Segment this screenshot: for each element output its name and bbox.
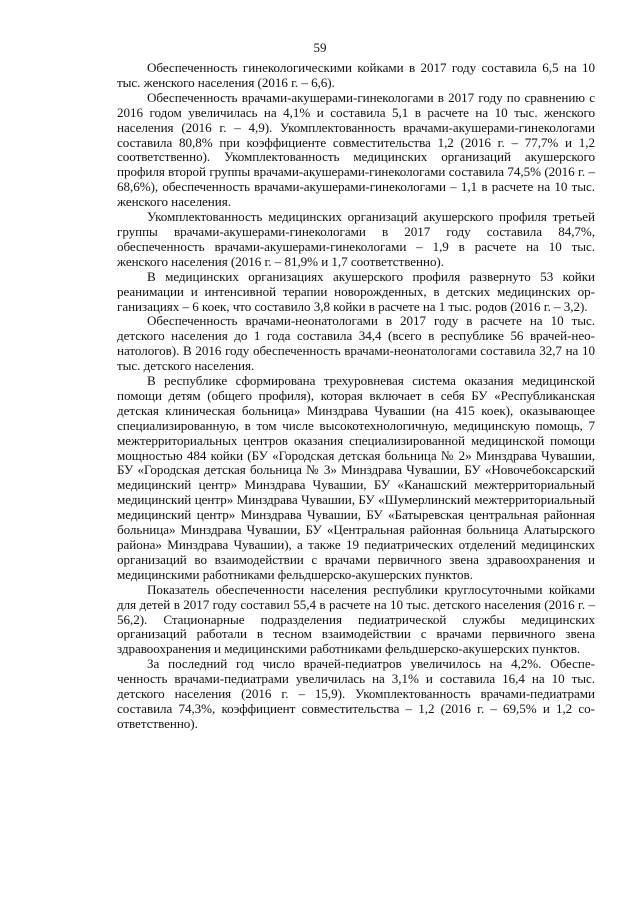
paragraph-pediatricians: За последний год число врачей-педиатров увеличилось на 4,2%. Обеспеченность врачами-педиатрами увеличилась на 3,1% и составила 16,4 на 10 тыс. детского населения (2016 г. – 15,9). Укомплектованность врачами-педиатрами составила 74,3%, коэффициент совместительства – 1,2 (2016 г. – 69,5% и 1,2 соответственно). (117, 656, 595, 731)
body-text (117, 61, 595, 732)
paragraph-obstetricians-staffing: Обеспеченность врачами-акушерами-гинекологами в 2017 году по сравнению с 2016 годом увеличилась на 4,1% и составила 5,1 в расчете на 10 тыс. женского населения (2016 г. – 4,9). Укомплектованность врачами-акушерами-гинекологами составила 80,8% при коэффициенте совместительства 1,2 (2016 г. – 77,7% и 1,2 соответственно). Укомплектованность медицинских организаций акушерского профиля второй группы врачами-акушерами-гинекологами составила 74,5% (2016 г. – 68,6%), обеспеченность врачами-акушерами-гинекологами – 1,1 в расчете на 10 тыс. женского населения. (117, 89, 595, 210)
paragraph-pediatric-care-system: В республике сформирована трехуровневая система оказания медицинской помощи детям (общего профиля), которая включает в себя БУ «Республиканская детская клиническая больница» Минздрава Чувашии (на 415 коек), оказывающее специализированную, в том числе высокотехнологичную, медицинскую помощь, 7 межтерриториальных центров оказания специализированной медицинской помощи мощностью 484 койки (БУ «Городская детская больница № 2» Минздрава Чувашии, БУ «Городская детская больница № 3» Минздрава Чувашии, БУ «Новочебоксарский медицинский центр» Минздрава Чувашии, БУ «Канашский межтерриториальный медицинский центр» Минздрава Чувашии, БУ «Шумерлинский межтерриториальный медицинский центр» Минздрава Чувашии, БУ «Батыревская центральная районная больница» Минздрава Чувашии, БУ «Центральная районная больница Алатырского района» Минздрава Чувашии), а также 19 педиатрических отделений медицинских организаций во взаимодействии с врачами первичного звена здравоохранения и медицинскими работниками фельдшерско-акушерских пунктов. (117, 373, 595, 582)
paragraph-neonatologists: Обеспеченность врачами-неонатологами в 2017 году в расчете на 10 тыс. детского населения до 1 года составила 34,4 (всего в республике 56 врачей-неонатологов). В 2016 году обеспеченность врачами-неонатологами составила 32,7 на 10 тыс. детского населения. (117, 313, 595, 374)
paragraph-third-group-staffing: Укомплектованность медицинских организаций акушерского профиля третьей группы врачами-акушерами-гинекологами в 2017 году составила 84,7%, обеспеченность врачами-акушерами-гинекологами – 1,9 в расчете на 10 тыс. женского населения (2016 г. – 81,9% и 1,7 соответственно). (117, 209, 595, 269)
paragraph-gynecology-beds: Обеспеченность гинекологическими койками в 2017 году составила 6,5 на 10 тыс. женского населения (2016 г. – 6,6). (117, 60, 595, 90)
paragraph-pediatric-beds: Показатель обеспеченности населения республики круглосуточными койками для детей в 2017 году составил 55,4 в расчете на 10 тыс. детского населения (2016 г. – 56,2). Стационарные подразделения педиатрической службы медицинских организаций работали в тесном взаимодействии с врачами первичного звена здравоохранения и медицинскими работниками фельдшерско-акушерских пунктов. (117, 581, 595, 657)
page-number: 59 (313, 40, 327, 55)
paragraph-neonatal-icu-beds: В медицинских организациях акушерского профиля развернуто 53 койки реанимации и интенсивной терапии новорожденных, в детских медицинских организациях – 6 коек, что составило 3,8 койки в расчете на 1 тыс. родов (2016 г. – 3,2). (117, 268, 595, 314)
